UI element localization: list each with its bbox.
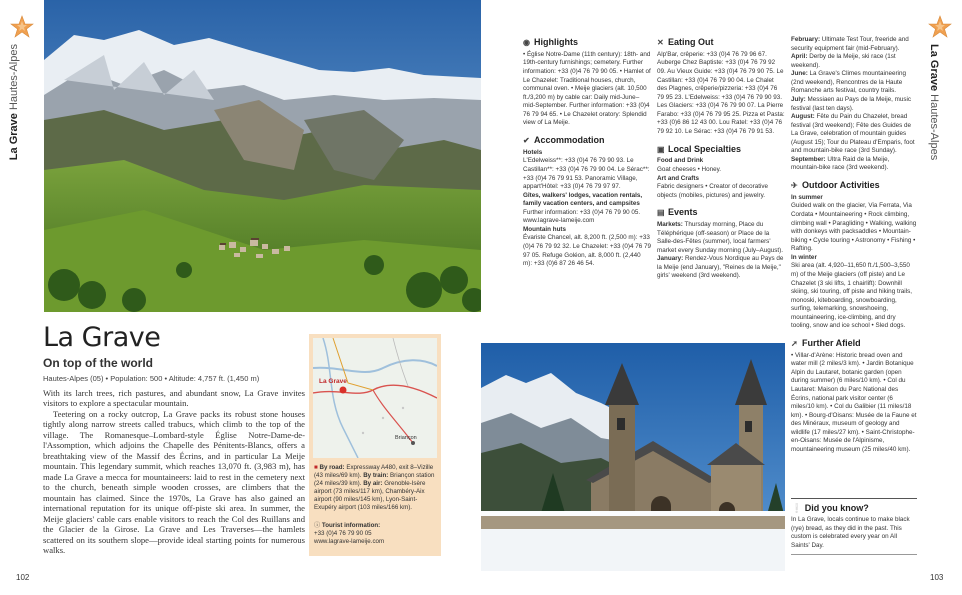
did-you-know-box xyxy=(791,498,917,555)
map-access-info xyxy=(314,464,438,512)
page-title: La Grave xyxy=(43,322,161,353)
body-paragraph: Teetering on a rocky outcrop, La Grave packs its robust stone houses tightly along narrow streets called trabucs, which climb to the top of the village. The Romanesque–Lombard-style Église Notre-Dame-de-l'Assomption, which adjoins the Chapelle des Pénitents-Blancs, offers a breathtaking view of the Massif des Écrins, and in particular La Meije mountain. This legendary summit, which reaches 13,070 ft. (3,983 m), has made La Grave a mecca for mountaineers: laid to rest in the cemetery next to the church, beneath simple wooden crosses, are climbers that the mountain has claimed. Since the 1970s, La Grave has also gained an international reputation for its unique off-piste ski area. In summer, the Meije glaciers' cable cars enable visitors to reach the Col des Ruillans and the Glacier de la Girose. La Grave and Les Traverses—the hamlets scattered on its southern slope—provide ideal starting points for numerous walks. xyxy=(43,408,305,556)
events-heading xyxy=(657,206,785,219)
afield-heading xyxy=(791,337,917,350)
accommodation-title: Accommodation xyxy=(534,134,605,145)
road-text: Expressway A480, exit 8–Vizille (43 miles/69 km). xyxy=(314,464,434,480)
bed-icon: ✔ xyxy=(523,135,530,145)
april-text: Derby de la Meije, ski race (1st weekend). xyxy=(791,53,896,69)
mountain-landscape-photo xyxy=(44,0,481,312)
markets-text: Thursday morning, Place du Téléphérique (off-season) or Place de la Salle-des-Fêtes (summer), local farmers' market every Sunday morning (July–August). xyxy=(657,221,783,254)
hiker-icon: ✈ xyxy=(791,181,798,190)
left-running-region: Hautes-Alpes xyxy=(8,44,20,111)
star-icon xyxy=(9,14,35,40)
map-label-briancon: Briançon xyxy=(395,435,417,441)
events-title: Events xyxy=(668,207,698,218)
february-label: February: xyxy=(791,36,821,43)
exclamation-icon: ❕ xyxy=(791,503,803,513)
eating-text: Alp'Bar, crêperie: +33 (0)4 76 79 96 67. Auberge Chez Baptiste: +33 (0)4 76 79 92 09. Au Vieux Guide: +33 (0)4 76 79 90 75. Le Castillan: +33 (0)4 76 79 90 04. Le Chalet des Plagnes, crêperie/pizzeria: +33 (0)4 76 79 95 23. L'Edelweiss: +33 (0)4 76 79 90 93. Les Glaciers: +33 (0)4 76 79 90 07. La Pierre Farabo: +33 (0)4 76 79 95 25. Pizza et Pasta: +33 (0)6 86 12 43 00. Lou Ratel: +33 (0)4 76 79 92 10. Le Sérac: +33 (0)4 76 79 91 53. xyxy=(657,50,785,135)
june-label: June: xyxy=(791,70,808,78)
hotels-label: Hotels xyxy=(523,148,543,156)
huts-label: Mountain huts xyxy=(523,225,567,233)
tourist-label: Tourist information: xyxy=(321,522,381,529)
right-side-tab xyxy=(918,0,962,595)
september-label: September: xyxy=(791,155,826,163)
column-eating xyxy=(657,36,785,281)
right-running-region: Hautes-Alpes xyxy=(928,94,940,161)
crafts-text: Fabric designers • Creator of decorative objects (mobiles, pictures) and jewelry. xyxy=(657,183,769,199)
signpost-icon: ➚ xyxy=(791,338,798,348)
gites-label: Gîtes, walkers' lodges, vacation rentals, family vacation centers, and campsites xyxy=(523,191,643,208)
afield-title: Further Afield xyxy=(802,337,861,348)
tourist-info xyxy=(314,522,438,546)
huts-text: Évariste Chancel, alt. 8,200 ft. (2,500 m): +33 (0)4 76 79 92 32. Le Chazelet: +33 (0)4 76 79 97 05. Refuge Goléon, alt. 8,000 ft. (2,440 m): +33 (0)6 87 26 46 54. xyxy=(523,234,651,268)
january-label: January: xyxy=(657,255,684,263)
intro-paragraph: With its larch trees, rich pastures, and abundant snow, La Grave invites visitors to explore a spectacular mountain. xyxy=(43,388,305,409)
left-running-head xyxy=(8,44,20,160)
gites-text: Further information: +33 (0)4 76 79 90 05. www.lagrave-lameije.com xyxy=(523,208,641,225)
february-text: Ultimate Test Tour, freeride and security equipment fair (mid-February). xyxy=(791,36,909,52)
car-icon: ■ xyxy=(314,464,318,471)
afield-text: • Villar-d'Arène: Historic bread oven and water mill (2 miles/3 km). • Jardin Botanique Alpin du Lautaret, botanic garden (open during summer) (6 miles/10 km). • Col du Lautaret: Maison du Parc National des Écrins, national park visitor center (6 miles/10 km). • Col du Galibier (11 miles/18 km). • Bourg-d'Oisans: Musée de la Faune et des Minéraux, museum of geology and wildlife (17 miles/27 km). • Saint-Christophe-en-Oisans: Musée de l'Alpinisme, mountaineering museum (25 miles/40 km). xyxy=(791,351,917,453)
specialties-title: Local Specialties xyxy=(668,143,742,154)
calendar-icon: ▤ xyxy=(657,208,665,218)
location-map-box xyxy=(309,334,441,556)
eye-icon: ◉ xyxy=(523,38,530,47)
star-icon xyxy=(927,14,953,40)
column-events-outdoor xyxy=(791,36,917,455)
la-grave-marker xyxy=(340,387,347,394)
summer-text: Guided walk on the glacier, Via Ferrata, Via Cordata • Mountaineering • Rock climbing, climbing wall • Paragliding • Walking, walking with donkeys with packsaddles • Mountain-biking • Cycle touring • Astronomy • Fishing • Rafting. xyxy=(791,202,917,253)
september-text: Ultra Raid de la Meije, mountain-bike race (3rd weekend). xyxy=(791,155,890,172)
june-text: La Grave's Climes mountaineering (2nd weekend), Rencontres de la Haute Romanche arts festival, country trails. xyxy=(791,70,906,95)
tourist-web[interactable]: www.lagrave-lameije.com xyxy=(314,538,385,546)
did-you-know-heading xyxy=(791,502,917,514)
town-facts: Hautes-Alpes (05) • Population: 500 • Altitude: 4,757 ft. (1,450 m) xyxy=(43,374,260,383)
crafts-label: Art and Crafts xyxy=(657,174,699,182)
train-text: Briançon station (24 miles/39 km). xyxy=(314,472,435,488)
july-label: July: xyxy=(791,95,806,103)
august-text: Fête du Pain du Chazelet, bread festival (3rd weekend); Fête des Guides de La Grave, celebration of mountain guides (August 15); Tour du Plateau d'Emparis, foot and mountain-bike race (3rd Sunday). xyxy=(791,113,915,155)
fork-knife-icon: ✕ xyxy=(657,38,664,47)
left-running-town: La Grave xyxy=(8,113,20,161)
did-you-know-text: In La Grave, locals continue to make black (rye) bread, as they did in the past. This custom is celebrated every year on All Saints' Day. xyxy=(791,516,910,549)
page-number-left: 102 xyxy=(16,573,30,582)
info-icon: ⓘ xyxy=(314,522,321,529)
road-label: By road: xyxy=(319,464,345,471)
summer-label: In summer xyxy=(791,193,823,201)
accommodation-heading xyxy=(523,134,651,147)
page-subtitle: On top of the world xyxy=(43,356,153,370)
basket-icon: ▣ xyxy=(657,144,665,154)
food-text: Goat cheeses • Honey. xyxy=(657,165,722,173)
eating-heading xyxy=(657,36,785,49)
outdoor-heading xyxy=(791,179,917,192)
winter-label: In winter xyxy=(791,253,817,261)
eating-title: Eating Out xyxy=(668,37,714,47)
specialties-heading xyxy=(657,143,785,156)
church-snow-photo xyxy=(481,343,785,571)
food-label: Food and Drink xyxy=(657,157,704,165)
air-label: By air: xyxy=(363,480,383,488)
highlights-text: • Église Notre-Dame (11th century): 18th- and 19th-century furnishings; cemetery. Further information: +33 (0)4 76 79 90 05. • Hamlet of Le Chazelet: Traditional houses, church, communal oven. • Meije glaciers (alt. 10,500 ft./3,200 m) by cable car: Daily mid-June–mid-September. Further information: +33 (0)4 76 79 94 65. • Le Chazelet oratory: Splendid view of La Meije. xyxy=(523,50,651,127)
right-running-head xyxy=(928,44,940,160)
map-label-la-grave: La Grave xyxy=(319,378,347,385)
page-number-right: 103 xyxy=(930,573,944,582)
january-text: Rendez-Vous Nordique au Pays de la Meije (end January), "Reines de la Meije," girls' weekend (3rd weekend). xyxy=(657,255,784,280)
column-highlights xyxy=(523,36,651,269)
tourist-phone: +33 (0)4 76 79 90 05 xyxy=(314,530,372,538)
left-side-tab xyxy=(0,0,44,595)
outdoor-title: Outdoor Activities xyxy=(802,180,880,190)
article-body xyxy=(43,388,305,556)
markets-label: Markets: xyxy=(657,221,683,229)
hotels-text: L'Edelweiss**: +33 (0)4 76 79 90 93. Le Castillan**: +33 (0)4 76 79 90 04. Le Sérac**: +33 (0)4 76 79 91 53. Panoramic Village, appart'Hôtel: +33 (0)4 76 79 97 97. xyxy=(523,157,650,191)
air-text: Grenoble-Isère airport (73 miles/117 km), Chambéry-Aix airport (90 miles/145 km), Lyon-Saint-Exupéry airport (103 miles/166 km). xyxy=(314,480,426,512)
july-text: Messiaen au Pays de la Meije, music festival (last ten days). xyxy=(791,95,912,112)
location-map xyxy=(313,338,437,458)
did-you-know-title: Did you know? xyxy=(804,503,869,513)
train-label: By train: xyxy=(363,472,389,480)
highlights-title: Highlights xyxy=(534,37,578,47)
right-running-town: La Grave xyxy=(928,44,940,92)
april-label: April: xyxy=(791,53,808,61)
winter-text: Ski area (alt. 4,920–11,650 ft./1,500–3,550 m) of the Meije glaciers (off piste) and Le Chazelet (3 ski lifts, 1 chairlift): Downhill skiing, ski touring, off piste and hiking trails, monoski, kiteboarding, snowboarding, surfing, telemarking, snowshoeing, mountaineering, ice-climbing, and dry tooling, snow and ice school • Sled dogs. xyxy=(791,262,912,330)
highlights-heading xyxy=(523,36,651,49)
august-label: August: xyxy=(791,113,815,121)
